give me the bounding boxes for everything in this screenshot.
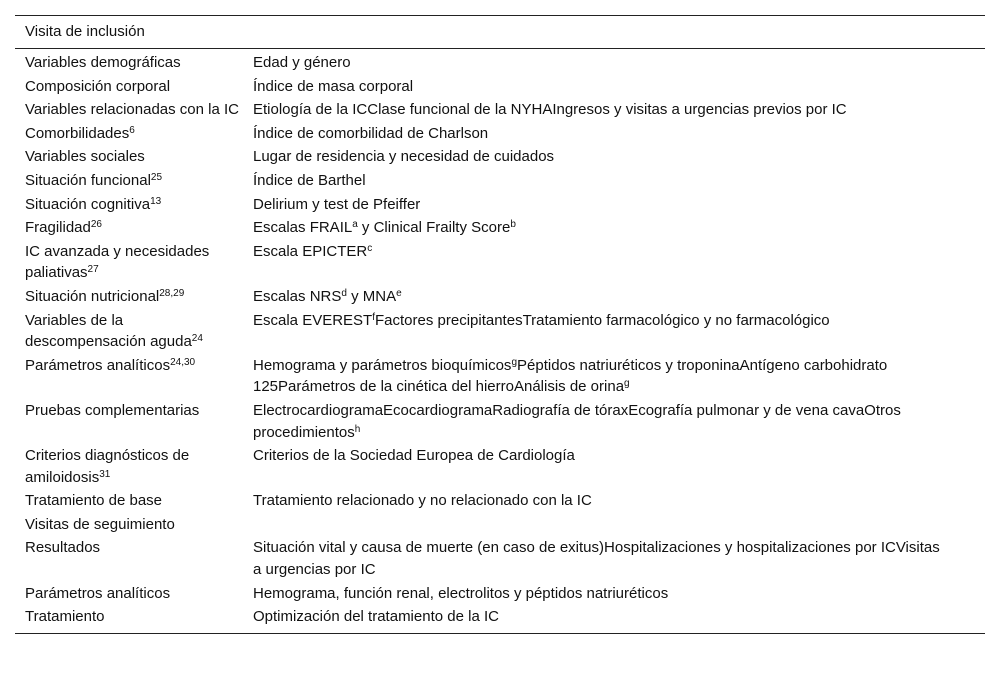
row-value <box>253 605 985 629</box>
cell-text: Variables sociales <box>25 148 145 166</box>
row-label <box>15 513 253 537</box>
row-value <box>253 122 985 146</box>
table-row <box>15 354 985 399</box>
row-value <box>253 51 985 75</box>
cell-text: Lugar de residencia y necesidad de cuidados <box>253 148 555 166</box>
cell-text: Tratamiento <box>25 608 105 626</box>
footnote-ref: e <box>396 287 402 299</box>
bottom-rule <box>15 633 985 634</box>
table-row <box>15 605 985 629</box>
row-label <box>15 536 253 581</box>
cell-text: y Clinical Frailty Score <box>357 219 511 237</box>
cell-text: Escalas FRAIL <box>253 219 353 237</box>
cell-text: Escala EVEREST <box>253 311 373 329</box>
row-label <box>15 605 253 629</box>
cell-text: Edad y género <box>253 54 351 71</box>
footnote-ref: 24 <box>191 333 203 345</box>
row-label <box>15 309 253 354</box>
table-row <box>15 98 985 122</box>
footnote-ref: d <box>341 287 347 299</box>
row-value <box>253 169 985 193</box>
row-label <box>15 75 253 99</box>
footnote-ref: 28,29 <box>159 287 185 299</box>
row-label <box>15 98 253 122</box>
table-row <box>15 145 985 169</box>
table-row <box>15 51 985 75</box>
cell-text: ElectrocardiogramaEcocardiogramaRadiografía de tóraxEcografía pulmonar y de vena cavaOtros procedimientos <box>253 401 901 441</box>
cell-text: Variables demográficas <box>25 54 181 71</box>
cell-text: Tratamiento relacionado y no relacionado con la IC <box>253 492 592 510</box>
row-label <box>15 145 253 169</box>
row-label <box>15 169 253 193</box>
footnote-ref: g <box>624 378 630 390</box>
row-value <box>253 444 985 489</box>
row-value <box>253 536 985 581</box>
table-body <box>15 51 985 629</box>
cell-text: Variables de la descompensación aguda <box>25 311 192 351</box>
row-value <box>253 193 985 217</box>
cell-text: Índice de comorbilidad de Charlson <box>253 124 489 142</box>
cell-text: IC avanzada y necesidades paliativas <box>25 242 210 282</box>
cell-text: Comorbilidades <box>25 124 130 142</box>
row-label <box>15 399 253 444</box>
cell-text: Escala EPICTER <box>253 242 368 260</box>
footnote-ref: 31 <box>99 468 111 480</box>
cell-text: Situación vital y causa de muerte (en caso de exitus)Hospitalizaciones y hospitalizaciones por ICVisitas a urgencias por IC <box>253 539 940 579</box>
cell-text: Resultados <box>25 539 101 557</box>
cell-text: Escalas NRS <box>253 287 342 305</box>
cell-text: Situación nutricional <box>25 287 160 305</box>
cell-text: Hemograma y parámetros bioquímicos <box>253 356 512 374</box>
row-value <box>253 582 985 606</box>
footnote-ref: b <box>510 219 516 231</box>
table-row <box>15 399 985 444</box>
table-row <box>15 285 985 309</box>
row-value <box>253 75 985 99</box>
table-row <box>15 444 985 489</box>
row-value <box>253 513 985 537</box>
footnote-ref: 13 <box>150 195 162 207</box>
footnote-ref: c <box>367 242 373 254</box>
table-row <box>15 75 985 99</box>
row-label <box>15 240 253 285</box>
cell-text: Tratamiento de base <box>25 492 163 510</box>
footnote-ref: 6 <box>129 124 135 136</box>
cell-text: Péptidos natriuréticos y troponinaAntígeno carbohidrato 125Parámetros de la cinética del hierroAnálisis de orina <box>253 356 888 396</box>
cell-text: Etiología de la ICClase funcional de la NYHAIngresos y visitas a urgencias previos por IC <box>253 101 847 119</box>
row-label <box>15 51 253 75</box>
cell-text: Situación funcional <box>25 171 151 189</box>
row-value <box>253 216 985 240</box>
cell-text: Variables relacionadas con la IC <box>25 101 240 119</box>
row-label <box>15 489 253 513</box>
data-table <box>15 51 985 629</box>
footnote-ref: 24,30 <box>170 356 196 368</box>
table-row <box>15 122 985 146</box>
cell-text: Pruebas complementarias <box>25 401 200 419</box>
row-value <box>253 285 985 309</box>
row-label <box>15 193 253 217</box>
row-label <box>15 285 253 309</box>
cell-text: Optimización del tratamiento de la IC <box>253 608 499 626</box>
footnote-ref: 26 <box>90 219 102 231</box>
footnote-ref: 27 <box>87 264 99 276</box>
cell-text: Índice de Barthel <box>253 171 366 189</box>
table-row <box>15 582 985 606</box>
cell-text: Criterios de la Sociedad Europea de Cardiología <box>253 447 575 465</box>
cell-text: Delirium y test de Pfeiffer <box>253 195 421 213</box>
row-value <box>253 98 985 122</box>
cell-text: Criterios diagnósticos de amiloidosis <box>25 447 190 486</box>
table-row <box>15 536 985 581</box>
cell-text: Parámetros analíticos <box>25 356 171 374</box>
table-row <box>15 513 985 537</box>
row-value <box>253 240 985 285</box>
row-label <box>15 354 253 399</box>
row-value <box>253 489 985 513</box>
table-title: Visita de inclusión <box>15 16 985 49</box>
table-row <box>15 489 985 513</box>
cell-text: Fragilidad <box>25 219 91 237</box>
table-row <box>15 169 985 193</box>
cell-text: Composición corporal <box>25 77 171 95</box>
footnote-ref: h <box>354 423 361 435</box>
row-value <box>253 309 985 354</box>
cell-text: Factores precipitantesTratamiento farmacológico y no farmacológico <box>375 311 830 329</box>
footnote-ref: f <box>372 311 375 323</box>
cell-text: Visitas de seguimiento <box>25 515 175 533</box>
row-label <box>15 444 253 489</box>
footnote-ref: a <box>352 219 358 231</box>
footnote-ref: g <box>511 356 517 368</box>
cell-text: Índice de masa corporal <box>253 77 414 95</box>
row-value <box>253 145 985 169</box>
cell-text: Hemograma, función renal, electrolitos y péptidos natriuréticos <box>253 584 669 602</box>
footnote-ref: 25 <box>150 171 163 183</box>
row-label <box>15 122 253 146</box>
cell-text: y MNA <box>346 287 397 305</box>
table-row <box>15 193 985 217</box>
table-container <box>15 15 985 634</box>
row-label <box>15 216 253 240</box>
row-label <box>15 582 253 606</box>
table-row <box>15 216 985 240</box>
cell-text: Situación cognitiva <box>25 195 151 213</box>
cell-text: Parámetros analíticos <box>25 584 171 602</box>
table-row <box>15 240 985 285</box>
row-value <box>253 399 985 444</box>
row-value <box>253 354 985 399</box>
table-row <box>15 309 985 354</box>
